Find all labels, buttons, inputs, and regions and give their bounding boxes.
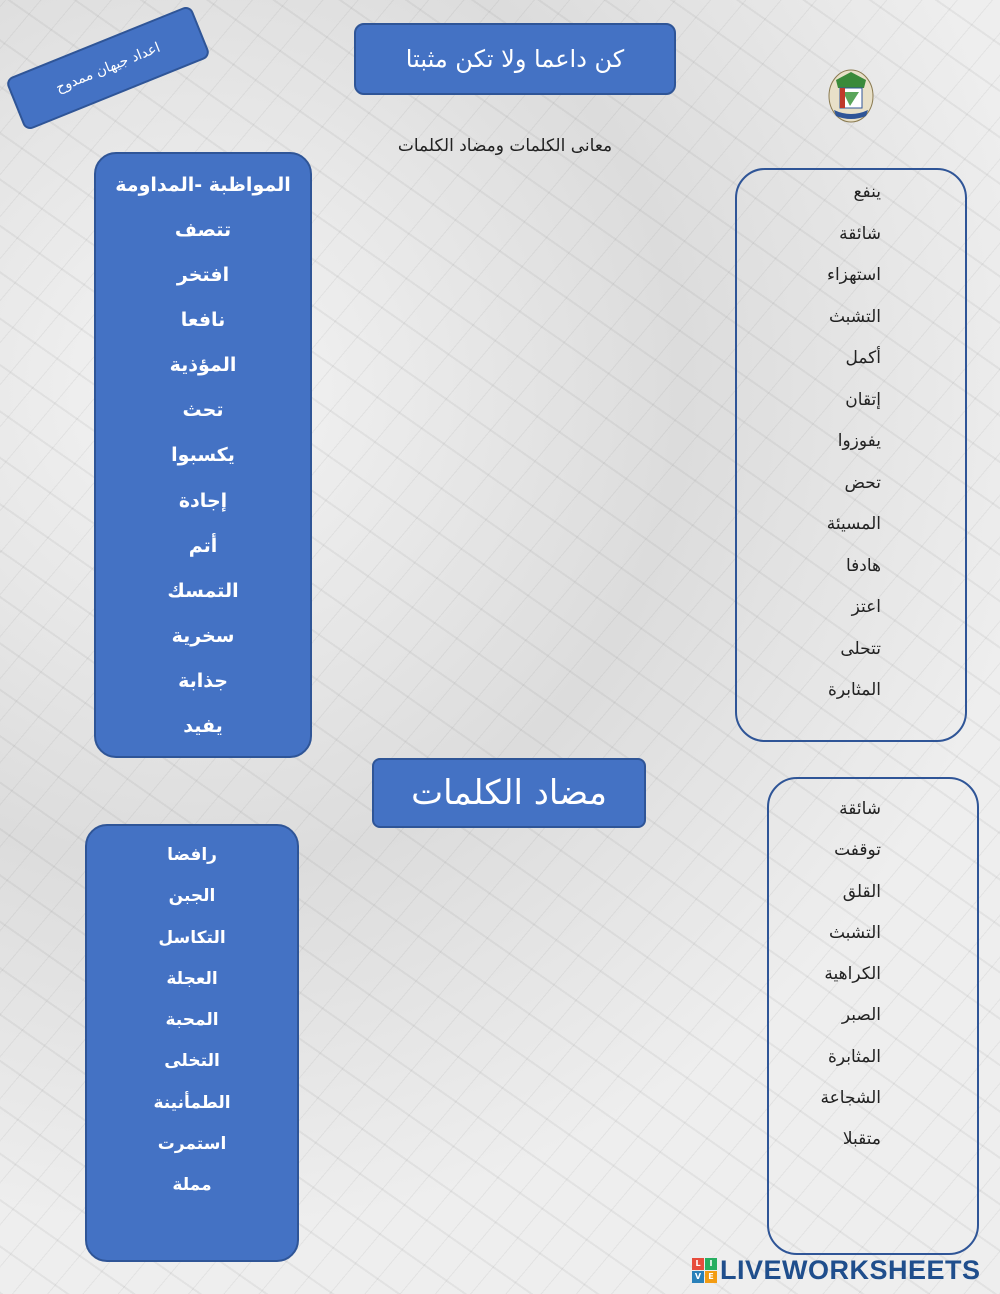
list-item[interactable]: الصبر (841, 1005, 881, 1026)
list-item[interactable]: التكاسل (158, 927, 226, 948)
list-item[interactable]: استمرت (157, 1134, 227, 1155)
list-item[interactable]: تحث (182, 399, 224, 422)
list-item[interactable]: العجلة (166, 968, 218, 989)
page-title: كن داعما ولا تكن مثبتا (354, 23, 676, 95)
list-item[interactable]: الكراهية (824, 964, 881, 985)
author-tag: اعداد جيهان ممدوح (5, 5, 211, 132)
list-item[interactable]: يكسبوا (171, 444, 235, 467)
list-item[interactable]: يفوزوا (837, 431, 881, 451)
list-item[interactable]: المثابرة (827, 1046, 881, 1067)
list-item[interactable]: إتقان (845, 389, 881, 410)
list-item[interactable]: المسيئة (826, 514, 881, 534)
list-item[interactable]: إجادة (178, 489, 228, 512)
meanings-answers-list (94, 152, 312, 758)
list-item[interactable]: المواظبة -المداومة (115, 174, 291, 196)
list-item[interactable]: أتم (188, 534, 218, 557)
list-item[interactable]: شائقة (839, 223, 881, 244)
antonyms-words-list (767, 777, 979, 1255)
liveworksheets-logo-icon: L I V E (692, 1258, 717, 1283)
list-item[interactable]: التشبث (828, 306, 881, 327)
list-item[interactable]: ينفع (853, 182, 881, 202)
list-item[interactable]: المثابرة (827, 680, 881, 700)
list-item[interactable]: القلق (842, 881, 881, 902)
list-item[interactable]: يفيد (183, 714, 223, 737)
antonyms-section-title: مضاد الكلمات (372, 758, 646, 828)
meanings-words-list (735, 168, 967, 742)
list-item[interactable]: توقفت (834, 840, 881, 861)
school-logo-icon (826, 66, 876, 124)
list-item[interactable]: اعتز (851, 597, 881, 617)
list-item[interactable]: المحبة (165, 1010, 219, 1031)
list-item[interactable]: الشجاعة (820, 1088, 881, 1109)
list-item[interactable]: رافضا (167, 845, 217, 865)
list-item[interactable]: استهزاء (826, 265, 881, 285)
antonyms-answers-list (85, 824, 299, 1262)
list-item[interactable]: تتصف (174, 219, 232, 242)
list-item[interactable]: التخلى (164, 1051, 220, 1072)
list-item[interactable]: المؤذية (169, 354, 237, 377)
list-item[interactable]: الجبن (168, 886, 216, 907)
list-item[interactable]: تحض (844, 472, 881, 493)
list-item[interactable]: نافعا (180, 309, 226, 332)
list-item[interactable]: تتحلى (840, 638, 881, 659)
list-item[interactable]: التمسك (167, 579, 239, 602)
list-item[interactable]: جذابة (178, 669, 228, 692)
list-item[interactable]: التشبث (828, 922, 881, 943)
list-item[interactable]: متقبلا (842, 1129, 881, 1150)
list-item[interactable]: هادفا (845, 555, 881, 576)
list-item[interactable]: الطمأنينة (153, 1092, 231, 1113)
list-item[interactable]: مملة (172, 1175, 212, 1196)
brand-name: LIVEWORKSHEETS (720, 1254, 981, 1285)
list-item[interactable]: أكمل (845, 348, 881, 368)
list-item[interactable]: افتخر (176, 264, 230, 287)
list-item[interactable]: سخرية (171, 624, 235, 647)
liveworksheets-brand[interactable] (692, 1255, 981, 1285)
subtitle: معانى الكلمات ومضاد الكلمات (397, 136, 613, 156)
list-item[interactable]: شائقة (839, 799, 881, 819)
